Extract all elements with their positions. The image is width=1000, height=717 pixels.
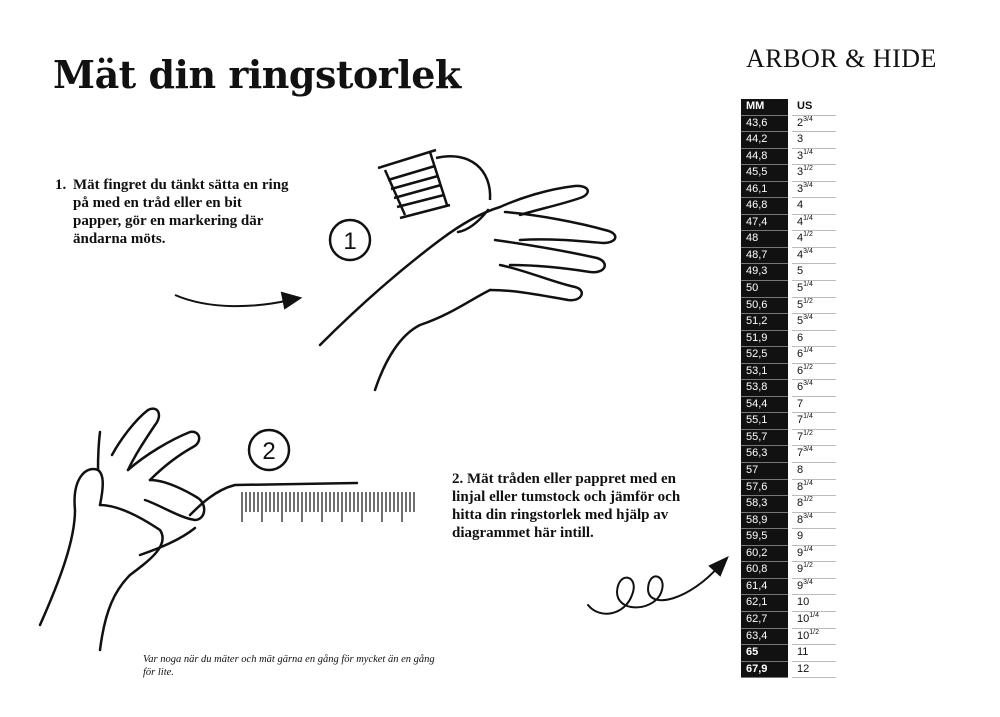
table-row — [741, 413, 836, 430]
mm-cell: 55,7 — [741, 429, 790, 446]
fraction-superscript: 1/4 — [803, 347, 813, 355]
fraction-superscript: 3/4 — [803, 314, 813, 322]
mm-cell: 49,3 — [741, 264, 790, 281]
mm-cell: 58,9 — [741, 512, 790, 529]
fraction-superscript: 3/4 — [803, 578, 813, 586]
us-cell: 9 — [790, 529, 836, 546]
step-1-number: 1. — [55, 177, 67, 193]
fraction-superscript: 1/2 — [803, 496, 813, 504]
page-title: Mät din ringstorlek — [53, 52, 461, 97]
fraction-superscript: 3/4 — [803, 512, 813, 520]
fraction-superscript: 3/4 — [803, 247, 813, 255]
us-cell: $10^{1/2}$ — [790, 628, 836, 645]
mm-cell: 50,6 — [741, 297, 790, 314]
table-header-row — [741, 99, 836, 115]
fraction-superscript: 1/4 — [809, 611, 819, 619]
mm-cell: 46,1 — [741, 181, 790, 198]
mm-cell: 44,2 — [741, 132, 790, 149]
mm-cell: 52,5 — [741, 347, 790, 364]
us-cell: 11 — [790, 645, 836, 662]
pinching-hand-icon — [40, 409, 357, 650]
us-cell: $8^{1/4}$ — [790, 479, 836, 496]
us-cell: $9^{1/2}$ — [790, 562, 836, 579]
table-row — [741, 661, 836, 678]
us-cell: $5^{1/4}$ — [790, 281, 836, 298]
table-row — [741, 214, 836, 231]
us-cell: $5^{3/4}$ — [790, 314, 836, 331]
fraction-superscript: 1/2 — [803, 297, 813, 305]
mm-cell: 57 — [741, 463, 790, 480]
table-row — [741, 148, 836, 165]
table-row — [741, 479, 836, 496]
mm-cell: 43,6 — [741, 115, 790, 132]
hand-icon — [320, 186, 615, 390]
us-cell: $3^{3/4}$ — [790, 181, 836, 198]
table-row — [741, 181, 836, 198]
us-cell: $7^{3/4}$ — [790, 446, 836, 463]
fraction-superscript: 1/4 — [803, 545, 813, 553]
us-cell: 3 — [790, 132, 836, 149]
table-row — [741, 264, 836, 281]
table-row — [741, 595, 836, 612]
us-cell: $8^{3/4}$ — [790, 512, 836, 529]
table-row — [741, 512, 836, 529]
mm-cell: 47,4 — [741, 214, 790, 231]
table-row — [741, 429, 836, 446]
mm-cell: 67,9 — [741, 661, 790, 678]
fraction-superscript: 3/4 — [803, 115, 813, 123]
mm-cell: 59,5 — [741, 529, 790, 546]
mm-cell: 63,4 — [741, 628, 790, 645]
us-cell: $6^{1/4}$ — [790, 347, 836, 364]
us-cell: 7 — [790, 396, 836, 413]
us-cell: $3^{1/4}$ — [790, 148, 836, 165]
table-row — [741, 363, 836, 380]
table-row — [741, 115, 836, 132]
fraction-superscript: 1/2 — [803, 562, 813, 570]
mm-cell: 65 — [741, 645, 790, 662]
mm-cell: 57,6 — [741, 479, 790, 496]
mm-cell: 53,1 — [741, 363, 790, 380]
mm-cell: 55,1 — [741, 413, 790, 430]
mm-cell: 61,4 — [741, 578, 790, 595]
mm-column-header: MM — [741, 99, 790, 115]
table-row — [741, 165, 836, 182]
table-row — [741, 198, 836, 215]
mm-cell: 48,7 — [741, 247, 790, 264]
us-cell: $2^{3/4}$ — [790, 115, 836, 132]
mm-cell: 45,5 — [741, 165, 790, 182]
table-row — [741, 562, 836, 579]
table-row — [741, 132, 836, 149]
fraction-superscript: 1/2 — [803, 429, 813, 437]
table-row — [741, 611, 836, 628]
fraction-superscript: 1/4 — [803, 413, 813, 421]
table-row — [741, 396, 836, 413]
fraction-superscript: 3/4 — [803, 380, 813, 388]
table-row — [741, 545, 836, 562]
table-row — [741, 231, 836, 248]
us-cell: $6^{1/2}$ — [790, 363, 836, 380]
mm-cell: 50 — [741, 281, 790, 298]
mm-cell: 48 — [741, 231, 790, 248]
us-cell: 8 — [790, 463, 836, 480]
brand-logo: ARBOR & HIDE — [746, 44, 937, 73]
mm-cell: 62,7 — [741, 611, 790, 628]
us-cell: 4 — [790, 198, 836, 215]
fraction-superscript: 1/4 — [803, 281, 813, 289]
us-cell: $6^{3/4}$ — [790, 380, 836, 397]
fraction-superscript: 1/2 — [803, 165, 813, 173]
loop-arrow-icon — [588, 558, 727, 614]
fraction-superscript: 1/4 — [803, 148, 813, 156]
us-cell: $7^{1/2}$ — [790, 429, 836, 446]
us-cell: 12 — [790, 661, 836, 678]
table-row — [741, 446, 836, 463]
fraction-superscript: 1/2 — [803, 231, 813, 239]
table-row — [741, 380, 836, 397]
fraction-superscript: 1/2 — [803, 363, 813, 371]
us-cell: 6 — [790, 330, 836, 347]
mm-cell: 46,8 — [741, 198, 790, 215]
table-row — [741, 347, 836, 364]
fraction-superscript: 1/4 — [803, 214, 813, 222]
step-1-badge-label: 1 — [343, 228, 357, 255]
curved-arrow-icon — [175, 293, 300, 308]
us-cell: 5 — [790, 264, 836, 281]
us-cell: $8^{1/2}$ — [790, 496, 836, 513]
mm-cell: 60,8 — [741, 562, 790, 579]
us-cell: $4^{3/4}$ — [790, 247, 836, 264]
ring-size-table — [741, 99, 836, 678]
step-2-badge — [249, 430, 289, 470]
table-row — [741, 247, 836, 264]
us-cell: $4^{1/2}$ — [790, 231, 836, 248]
table-row — [741, 645, 836, 662]
us-cell: $3^{1/2}$ — [790, 165, 836, 182]
table-row — [741, 314, 836, 331]
ruler-icon — [242, 492, 414, 522]
step-1-badge — [330, 220, 370, 260]
step-2-instruction: 2. Mät tråden eller pappret med en linjal eller tumstock och jämför och hitta din ringstorlek med hjälp av diagrammet här intill. — [452, 471, 681, 541]
fraction-superscript: 3/4 — [803, 446, 813, 454]
table-row — [741, 297, 836, 314]
us-cell: $4^{1/4}$ — [790, 214, 836, 231]
fraction-superscript: 1/2 — [809, 628, 819, 636]
step-1-text: Mät fingret du tänkt sätta en ring på med en tråd eller en bit papper, gör en markering där ändarna möts. — [73, 177, 289, 247]
measuring-note: Var noga när du mäter och mät gärna en gång för mycket än en gång för lite. — [143, 654, 435, 678]
table-row — [741, 496, 836, 513]
us-cell: $9^{3/4}$ — [790, 578, 836, 595]
table-row — [741, 330, 836, 347]
mm-cell: 56,3 — [741, 446, 790, 463]
mm-cell: 60,2 — [741, 545, 790, 562]
spool-icon — [378, 150, 490, 218]
table-row — [741, 281, 836, 298]
table-row — [741, 529, 836, 546]
table-row — [741, 628, 836, 645]
table-row — [741, 578, 836, 595]
us-cell: $5^{1/2}$ — [790, 297, 836, 314]
us-cell: $9^{1/4}$ — [790, 545, 836, 562]
step-2-badge-label: 2 — [262, 438, 276, 465]
us-cell: $10^{1/4}$ — [790, 611, 836, 628]
us-column-header: US — [790, 99, 836, 115]
mm-cell: 44,8 — [741, 148, 790, 165]
mm-cell: 58,3 — [741, 496, 790, 513]
mm-cell: 51,9 — [741, 330, 790, 347]
us-cell: $7^{1/4}$ — [790, 413, 836, 430]
fraction-superscript: 1/4 — [803, 479, 813, 487]
fraction-superscript: 3/4 — [803, 181, 813, 189]
mm-cell: 54,4 — [741, 396, 790, 413]
mm-cell: 53,8 — [741, 380, 790, 397]
mm-cell: 51,2 — [741, 314, 790, 331]
table-row — [741, 463, 836, 480]
mm-cell: 62,1 — [741, 595, 790, 612]
us-cell: 10 — [790, 595, 836, 612]
